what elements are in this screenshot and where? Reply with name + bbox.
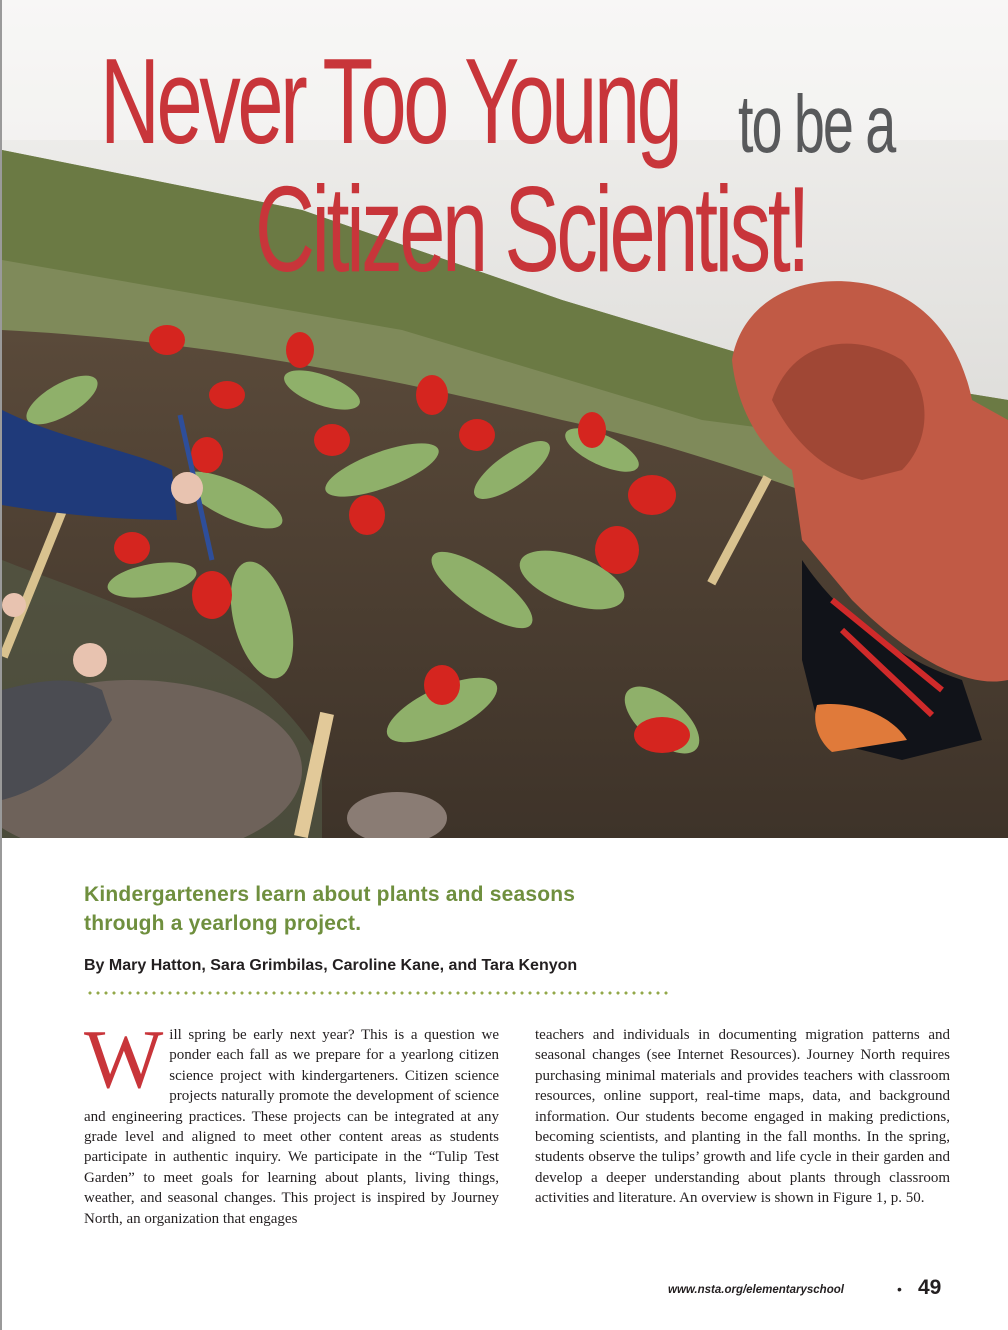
body-text-left: ill spring be early next year? This is a question we ponder each fall as we prepare for a yearlong citizen science project with kindergarteners. Citizen science projects naturally promote the development of science and engineering practices. These projects can be integrated at any grade level and aligned to meet other content areas as students participate in authentic inquiry. We participate in the “Tulip Test Garden” to meet goals for learning about plants, living things, weather, and seasonal changes. This project is inspired by Journey North, an organization that engages [84, 1027, 499, 1227]
footer-url: www.nsta.org/elementaryschool [668, 1284, 844, 1296]
article-deck: Kindergarteners learn about plants and seasons through a yearlong project. [84, 883, 576, 935]
title-line-never-too-young: Never Too Young [100, 33, 680, 169]
drop-cap: W [84, 1013, 164, 1106]
body-column-right [535, 1025, 950, 1209]
author-byline: By Mary Hatton, Sara Grimbilas, Caroline Kane, and Tara Kenyon [84, 957, 578, 974]
title-line-to-be-a: to be a [738, 79, 895, 170]
page-number: 49 [918, 1276, 942, 1299]
dotted-divider [86, 990, 672, 996]
article-title [0, 0, 1006, 300]
footer-bullet: • [897, 1281, 902, 1297]
title-line-citizen-scientist: Citizen Scientist! [255, 161, 808, 297]
body-text-right: teachers and individuals in documenting migration patterns and seasonal changes (see Internet Resources). Journey North requires purchasing minimal materials and provides teachers with classroom resources, online support, real-time maps, data, and background information. Our students become engaged in making predictions, becoming scientists, and planting in the fall months. In the spring, students observe the tulips’ growth and life cycle in their garden and develop a deeper understanding about plants through classroom activities and literature. An overview is shown in Figure 1, p. 50. [535, 1027, 950, 1207]
body-column-left [84, 1013, 499, 1229]
